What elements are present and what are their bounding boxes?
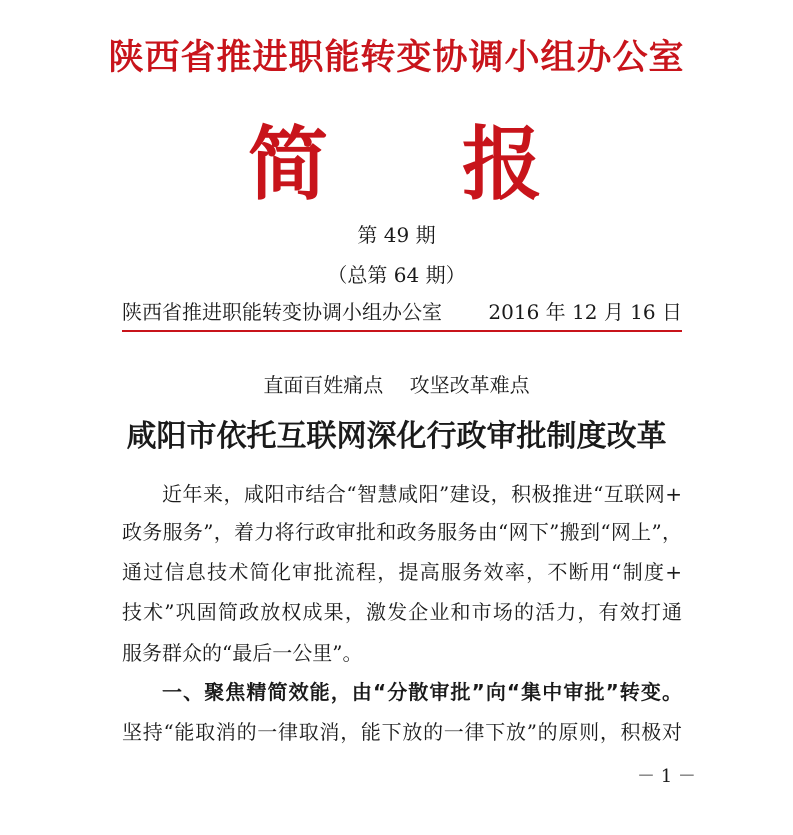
section-heading: 一、聚焦精简效能，由“分散审批”向“集中审批”转变。 bbox=[162, 680, 682, 704]
body-paragraph-line: 近年来，咸阳市结合“智慧咸阳”建设，积极推进“互联网+ bbox=[162, 482, 682, 506]
body-paragraph-line: 技术”巩固简政放权成果，激发企业和市场的活力，有效打通 bbox=[122, 600, 682, 624]
page-number: － 1 － bbox=[637, 766, 696, 787]
issuer-name: 陕西省推进职能转变协调小组办公室 bbox=[122, 300, 442, 324]
article-subtitle: 直面百姓痛点 攻坚改革难点 bbox=[263, 373, 530, 397]
issue-number: 第 49 期 bbox=[357, 223, 436, 247]
total-issue-number: （总第 64 期） bbox=[327, 263, 466, 287]
bulletin-title-char-jian: 简 bbox=[248, 117, 328, 211]
issuing-organization-header: 陕西省推进职能转变协调小组办公室 bbox=[108, 37, 685, 78]
body-paragraph-line: 通过信息技术简化审批流程，提高服务效率，不断用“制度+ bbox=[122, 560, 682, 584]
issuer-date-row bbox=[122, 296, 682, 326]
bulletin-title bbox=[0, 118, 793, 210]
section-paragraph-line: 坚持“能取消的一律取消，能下放的一律下放”的原则，积极对 bbox=[122, 720, 682, 744]
issue-date: 2016 年 12 月 16 日 bbox=[488, 300, 682, 324]
red-divider-line bbox=[122, 330, 682, 332]
article-title: 咸阳市依托互联网深化行政审批制度改革 bbox=[126, 419, 667, 454]
body-paragraph-line: 政务服务”，着力将行政审批和政务服务由“网下”搬到“网上”， bbox=[122, 520, 682, 544]
body-paragraph-line: 服务群众的“最后一公里”。 bbox=[122, 641, 363, 665]
bulletin-title-char-bao: 报 bbox=[462, 117, 542, 211]
